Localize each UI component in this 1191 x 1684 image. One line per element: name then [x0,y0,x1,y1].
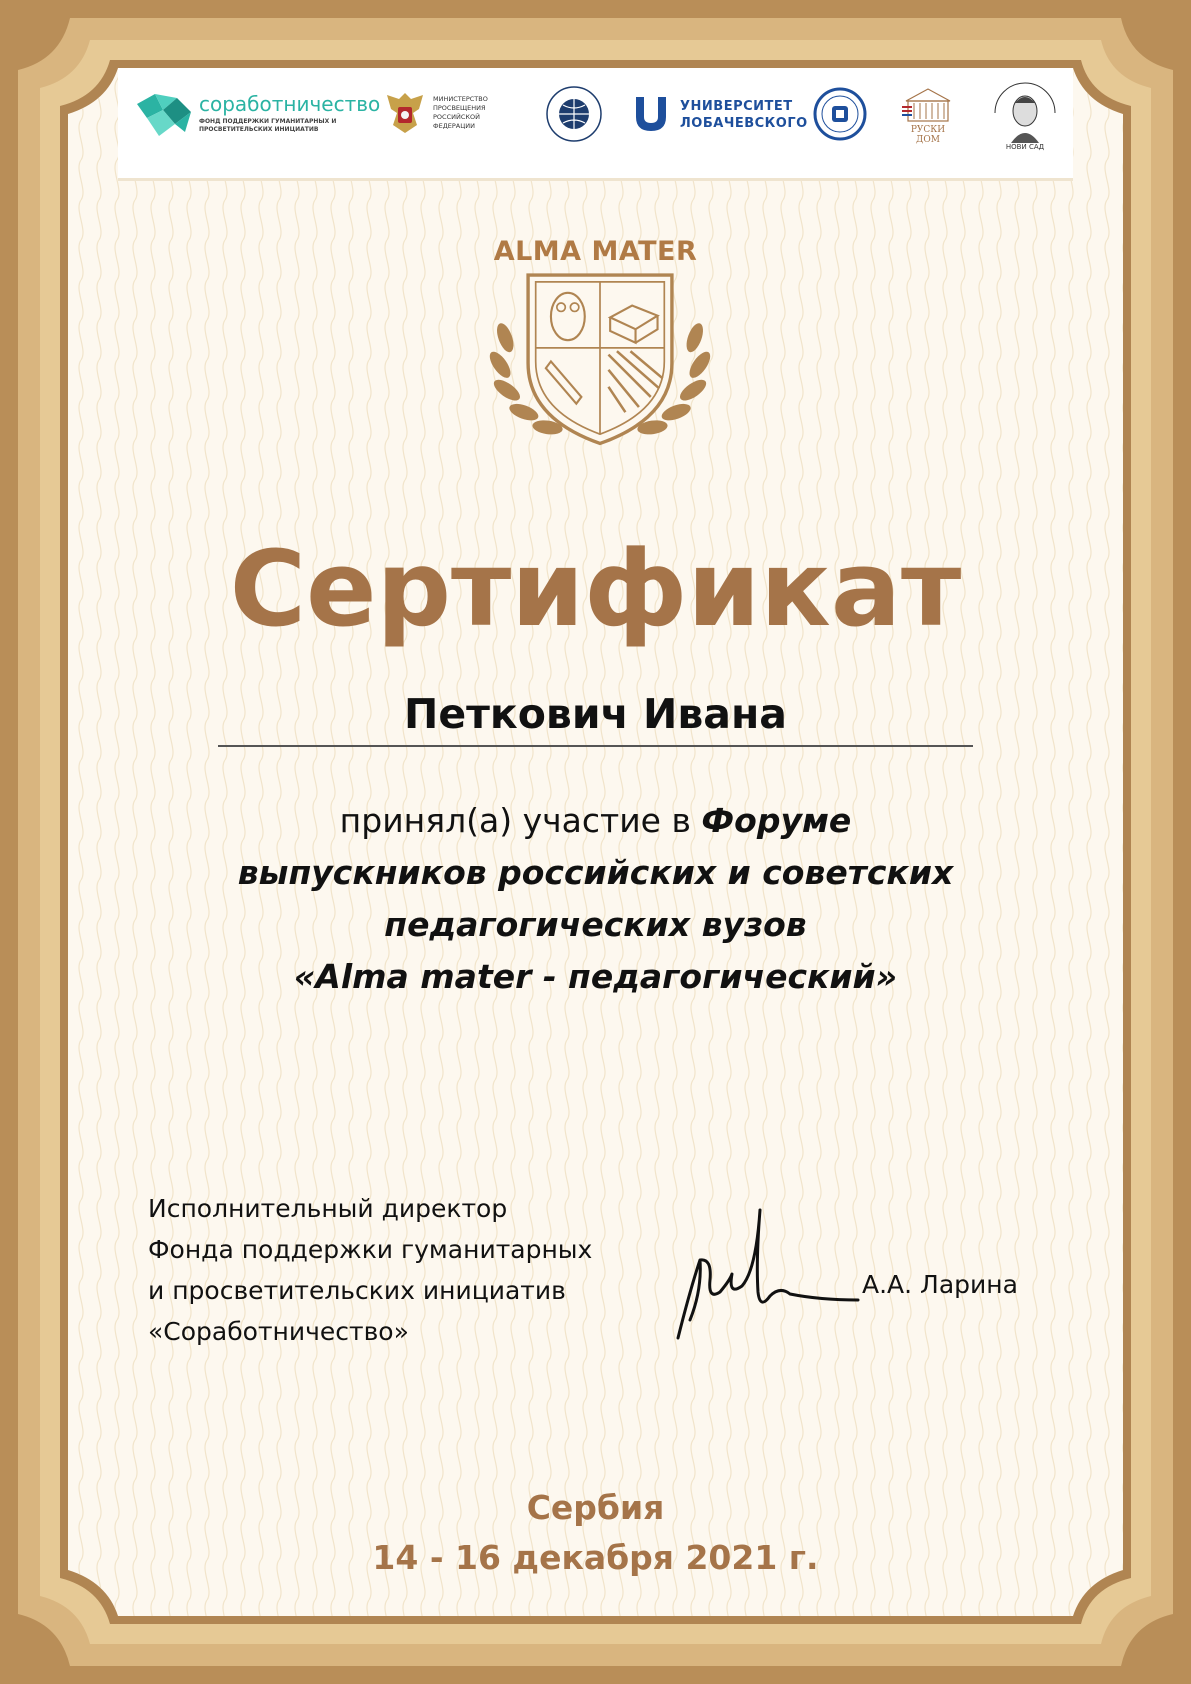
certificate-body [0,795,1191,1003]
body-line-1 [0,795,1191,847]
handwritten-signature [660,1200,860,1360]
ministry-logo [383,87,513,143]
blue-seal-icon [813,87,867,141]
sorabotnichestvo-logo [133,90,381,140]
blue-seal-logo [813,87,867,141]
university-line2: ЛОБАЧЕВСКОГО [680,116,808,131]
body-line-4: «Alma mater - педагогический» [293,957,898,996]
signatory-name: А.А. Ларина [862,1270,1018,1299]
certificate-title: Сертификат [229,528,962,650]
brand-title: ALMA MATER [493,236,698,267]
recipient-underline [218,745,973,747]
signatory-line-2: Фонда поддержки гуманитарных [148,1235,593,1264]
association-logo [545,85,603,143]
body-line-1-plain: принял(а) участие в [339,801,702,840]
novi-sad-logo [987,73,1063,159]
body-line-1-emphasis: Форуме [701,801,852,840]
russki-dom-text: РУСКИ ДОМ [910,125,946,145]
globe-seal-icon [545,85,603,143]
event-place: Сербия [526,1488,665,1527]
university-u-icon [630,93,672,135]
university-line1: УНИВЕРСИТЕТ [680,99,793,114]
sorabotnichestvo-name: соработничество [199,92,381,116]
recipient-name: Петкович Ивана [404,690,787,738]
body-line-3: педагогических вузов [384,905,807,944]
alma-mater-crest-icon [470,270,730,490]
signatory-line-4: «Соработничество» [148,1317,409,1346]
signatory-line-1: Исполнительный директор [148,1194,508,1223]
eagle-crest-icon [383,87,427,137]
building-icon [900,81,955,127]
sorabotnichestvo-emblem-icon [133,90,195,140]
portrait-seal-icon [987,73,1063,145]
partner-logos [115,55,1075,180]
event-dates: 14 - 16 декабря 2021 г. [372,1538,819,1577]
ministry-text: МИНИСТЕРСТВО ПРОСВЕЩЕНИЯ РОССИЙСКОЙ ФЕДЕРАЦИИ [433,95,488,130]
russki-dom-logo [900,81,955,147]
body-line-2: выпускников российских и советских [237,853,954,892]
university-logo [630,91,808,139]
signatory-title [148,1188,592,1352]
signatory-line-3: и просветительских инициатив [148,1276,566,1305]
novi-sad-text: НОВИ САД [1005,143,1045,151]
sorabotnichestvo-subtitle: ФОНД ПОДДЕРЖКИ ГУМАНИТАРНЫХ И ПРОСВЕТИТЕЛЬСКИХ ИНИЦИАТИВ [199,118,337,133]
